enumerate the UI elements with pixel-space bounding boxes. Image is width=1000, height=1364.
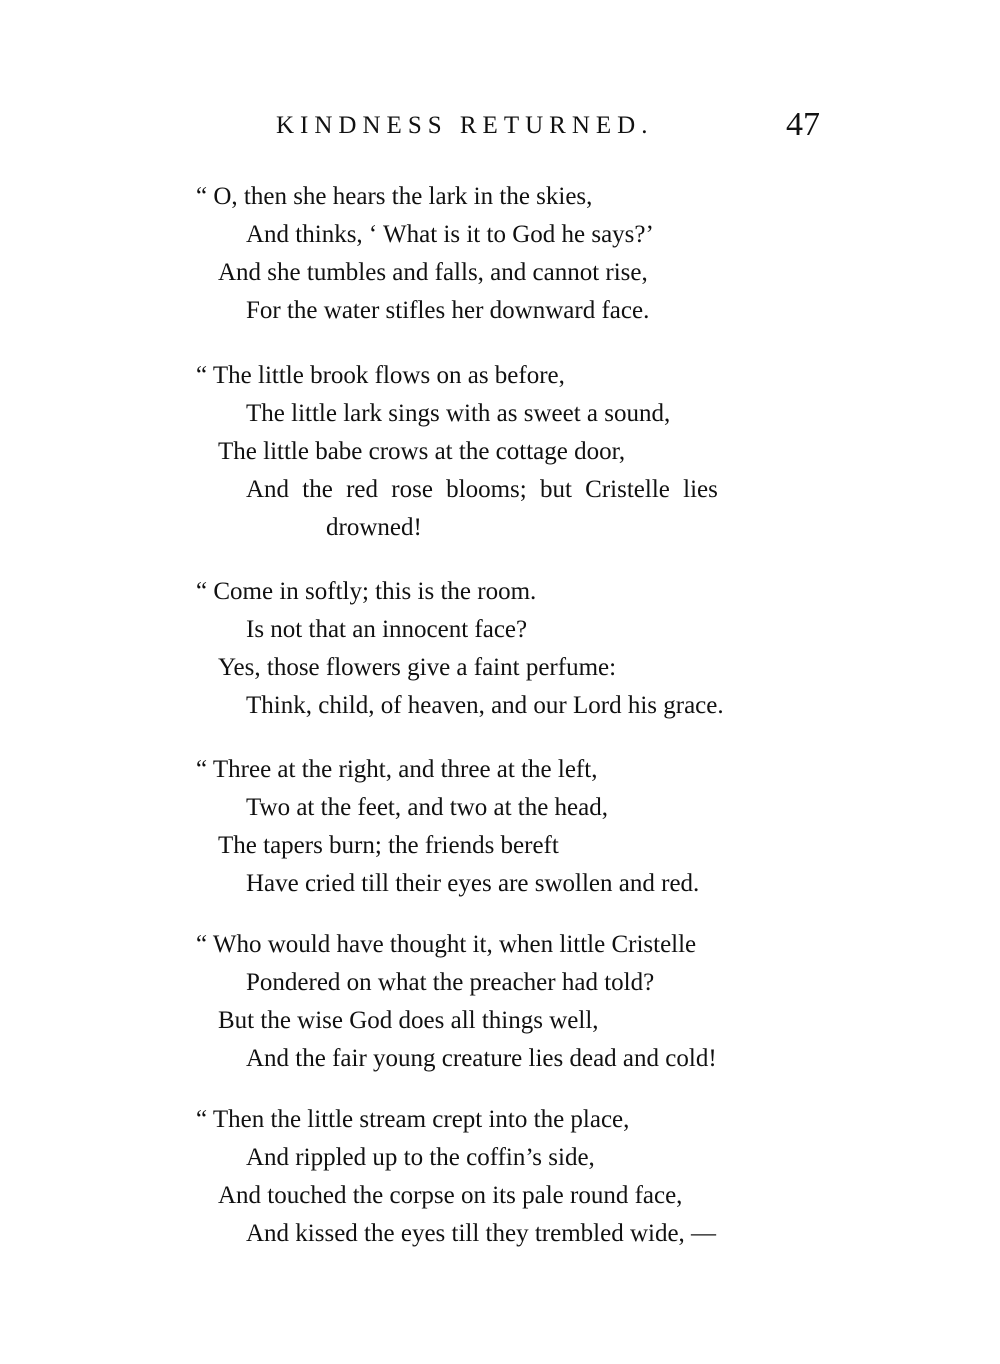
- verse-line: The little lark sings with as sweet a sound,: [246, 400, 671, 427]
- verse-line: For the water stifles her downward face.: [246, 297, 650, 324]
- verse-line: The little babe crows at the cottage door,: [218, 438, 626, 465]
- verse-line: And thinks, ‘ What is it to God he says?’: [246, 221, 654, 248]
- verse-line: Pondered on what the preacher had told?: [246, 969, 655, 996]
- verse-line: The tapers burn; the friends bereft: [218, 832, 559, 859]
- verse-line: And she tumbles and falls, and cannot rise,: [218, 259, 648, 286]
- verse-line: “ O, then she hears the lark in the skies,: [196, 183, 593, 210]
- verse-line: “ Come in softly; this is the room.: [196, 578, 537, 605]
- verse-line: Is not that an innocent face?: [246, 616, 528, 643]
- verse-line: Yes, those flowers give a faint perfume:: [218, 654, 617, 681]
- verse-line-continuation: drowned!: [326, 514, 422, 541]
- verse-line: Have cried till their eyes are swollen and red.: [246, 870, 700, 897]
- verse-line: Think, child, of heaven, and our Lord his grace.: [246, 692, 724, 719]
- verse-line: “ Three at the right, and three at the left,: [196, 756, 598, 783]
- running-title: KINDNESS RETURNED.: [276, 112, 654, 139]
- verse-line: And kissed the eyes till they trembled wide, —: [246, 1220, 717, 1247]
- verse-line: But the wise God does all things well,: [218, 1007, 599, 1034]
- page-number: 47: [786, 106, 820, 143]
- verse-line: And touched the corpse on its pale round face,: [218, 1182, 683, 1209]
- verse-line: “ Who would have thought it, when little Cristelle: [196, 931, 697, 958]
- verse-line: And the red rose blooms; but Cristelle lies: [246, 476, 718, 503]
- verse-line: Two at the feet, and two at the head,: [246, 794, 608, 821]
- verse-line: “ The little brook flows on as before,: [196, 362, 565, 389]
- verse-line: And the fair young creature lies dead and cold!: [246, 1045, 717, 1072]
- verse-line: And rippled up to the coffin’s side,: [246, 1144, 595, 1171]
- verse-line: “ Then the little stream crept into the place,: [196, 1106, 630, 1133]
